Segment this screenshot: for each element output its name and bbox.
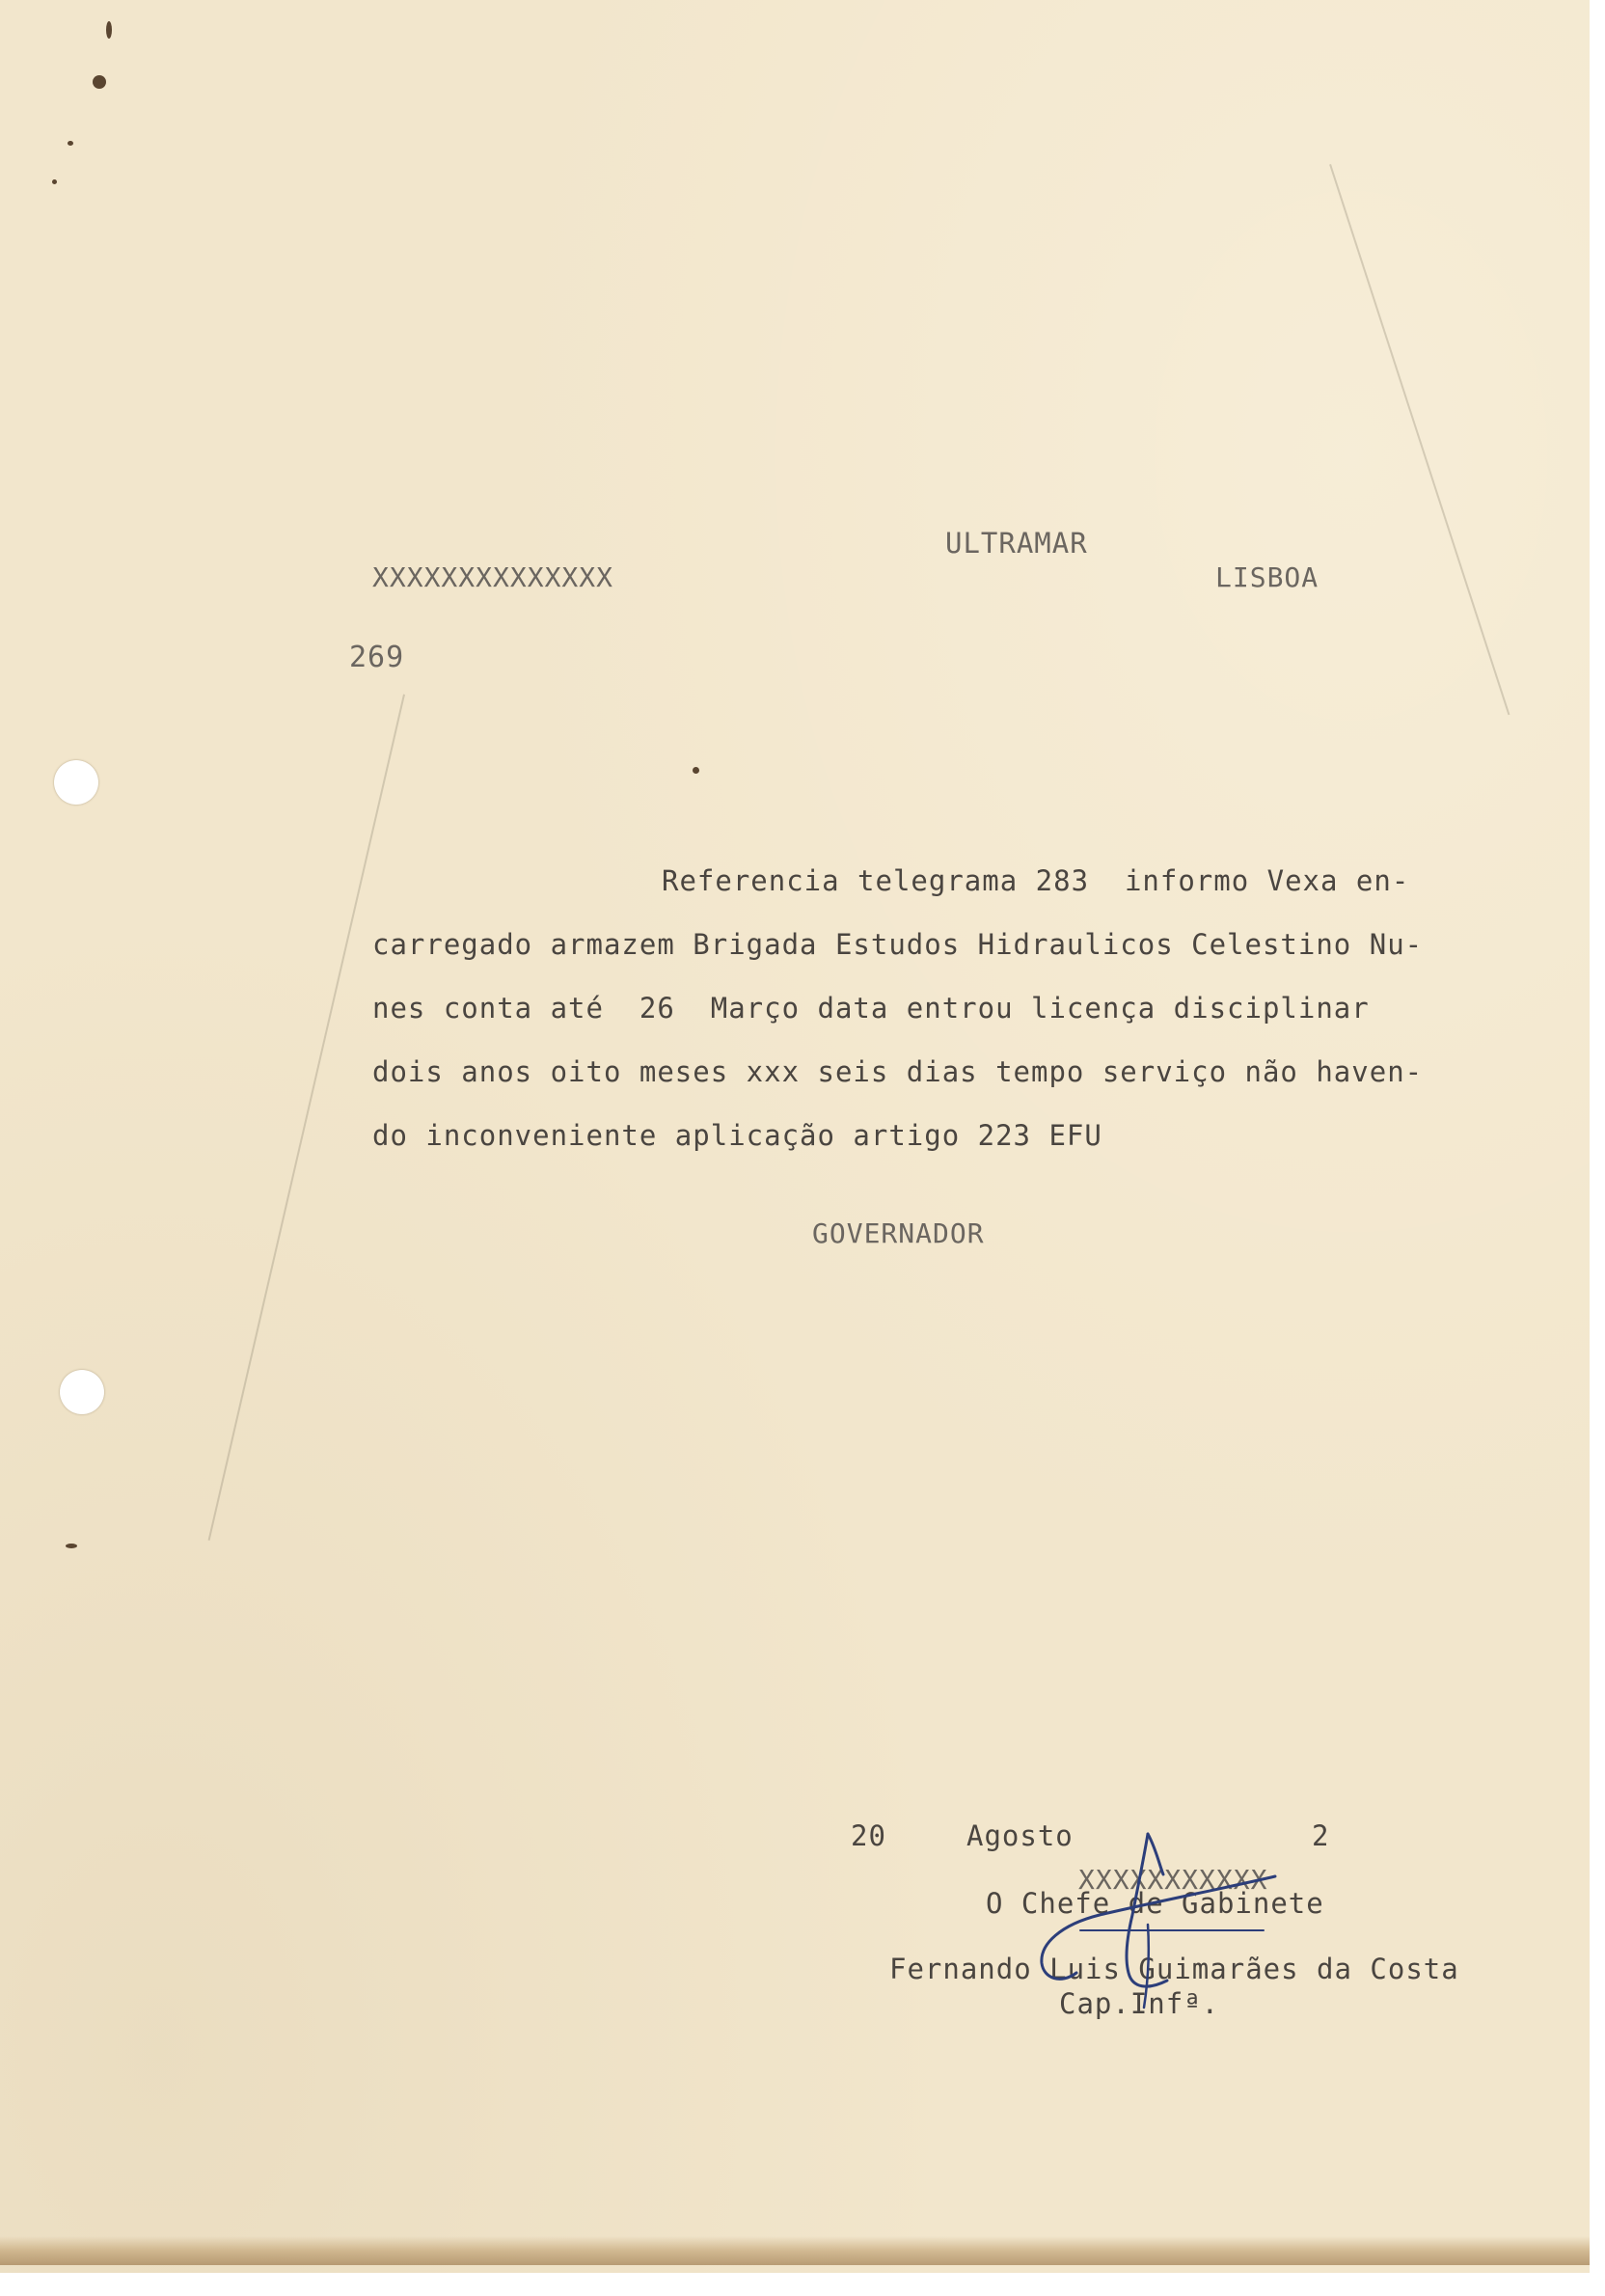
body-line-3: nes conta até 26 Março data entrou licença disciplinar: [372, 992, 1370, 1025]
worn-bottom-edge: [0, 2236, 1590, 2265]
date-year: 2: [1312, 1819, 1330, 1852]
punch-hole-top: [54, 760, 98, 805]
stain: [66, 1544, 77, 1548]
document-number: 269: [349, 641, 405, 674]
signatory-title: O Chefe de Gabinete: [986, 1887, 1324, 1920]
stain: [68, 141, 73, 146]
date-day: 20: [851, 1819, 886, 1852]
stain: [106, 21, 112, 39]
stain: [52, 179, 57, 184]
signatory-name: Fernando Luis Guimarães da Costa: [889, 1953, 1459, 1985]
body-line-2: carregado armazem Brigada Estudos Hidraulicos Celestino Nu-: [372, 928, 1424, 961]
stain: [93, 75, 106, 89]
body-line-5: do inconveniente aplicação artigo 223 EFU: [372, 1119, 1102, 1152]
body-line-4: dois anos oito meses xxx seis dias tempo serviço não haven-: [372, 1055, 1424, 1088]
punch-hole-bottom: [60, 1370, 104, 1414]
destination-city: LISBOA: [1215, 561, 1319, 593]
scan-margin-bottom: [0, 2273, 1605, 2296]
signatory-rank: Cap.Infª.: [1059, 1987, 1220, 2020]
stain: [693, 767, 699, 774]
handwritten-signature: [1003, 1818, 1331, 2040]
body-line-1: Referencia telegrama 283 informo Vexa en-: [662, 864, 1410, 897]
paper-crease: [208, 695, 405, 1541]
scan-margin-right: [1590, 0, 1605, 2296]
crossed-out-header: XXXXXXXXXXXXXX: [372, 561, 614, 593]
destination-service: ULTRAMAR: [945, 527, 1088, 560]
paper-crease: [1329, 164, 1510, 715]
crossed-out-signature-line: XXXXXXXXXXX: [1078, 1864, 1268, 1896]
sender: GOVERNADOR: [812, 1217, 985, 1249]
date-month: Agosto: [966, 1819, 1074, 1852]
